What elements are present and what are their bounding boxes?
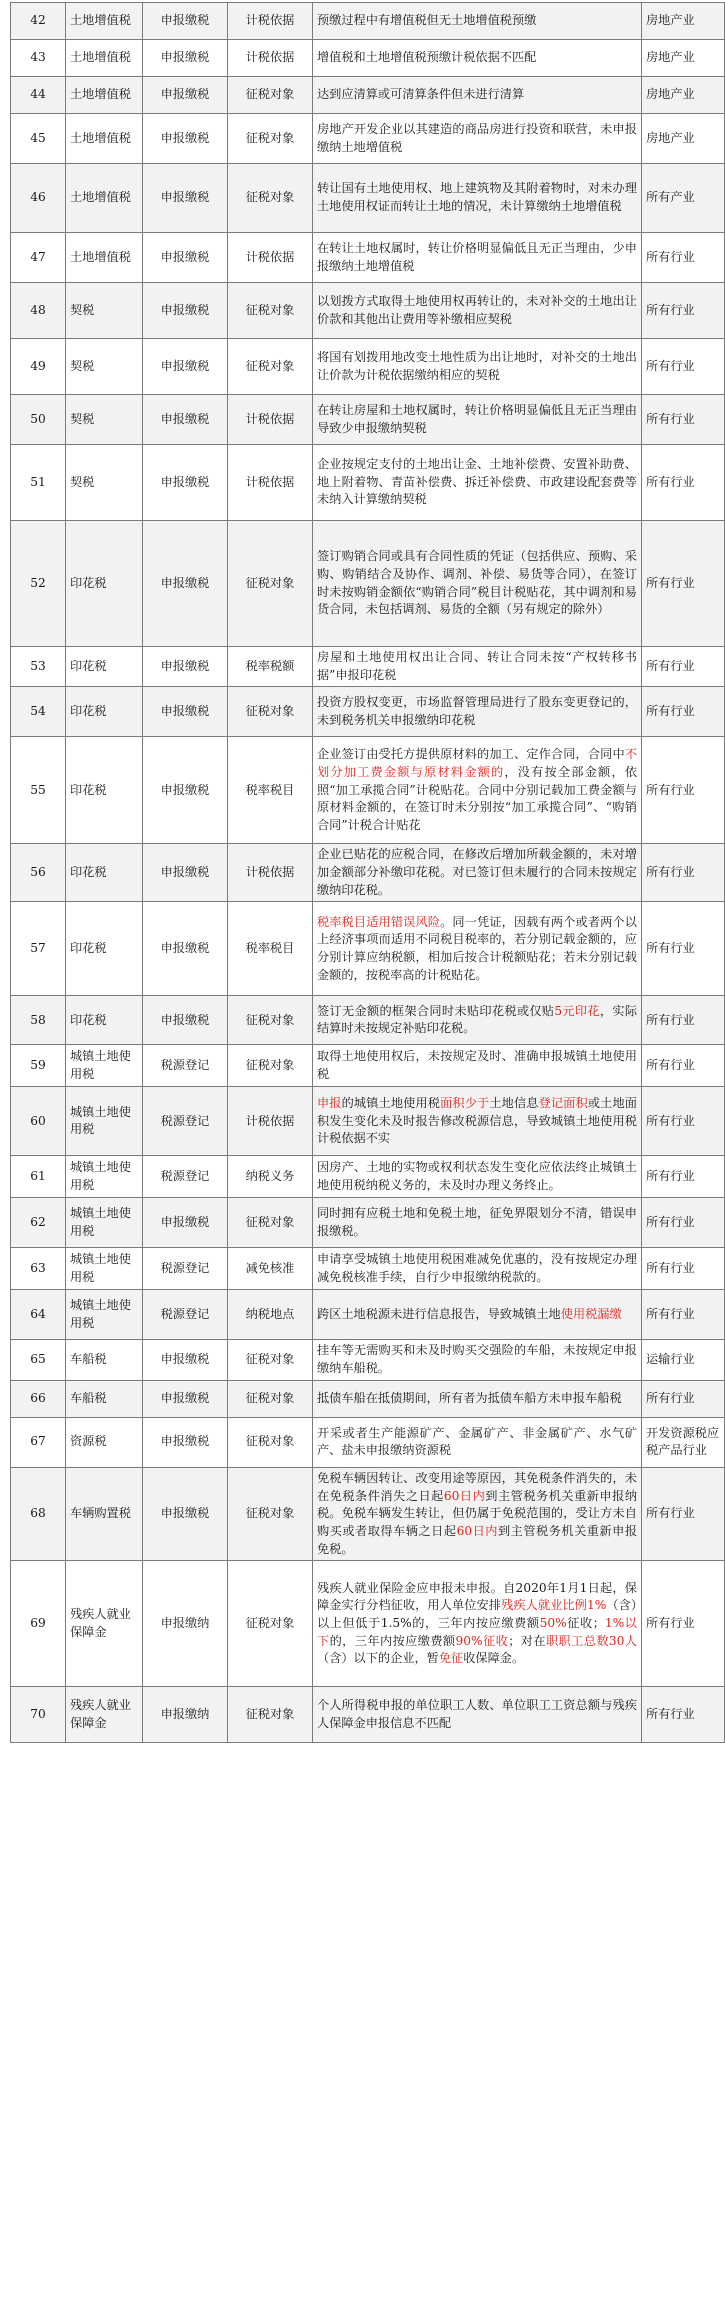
- risk-description-cell: [313, 395, 642, 445]
- highlighted-text: 60日内: [443, 1488, 486, 1503]
- description-text: 增值税和土地增值税预缴计税依据不匹配: [317, 50, 537, 65]
- row-number-cell: 59: [11, 1045, 66, 1087]
- industry-cell: 所有行业: [642, 445, 725, 521]
- stage-cell: 申报缴税: [143, 902, 228, 996]
- row-number-cell: 50: [11, 395, 66, 445]
- risk-description-cell: [313, 1380, 642, 1417]
- industry-cell: 房地产业: [642, 40, 725, 77]
- row-number-cell: 42: [11, 3, 66, 40]
- description-text: 免税车辆因转让、改变用途等原因，其免税条件消失的，未在免税条件消失之日起: [317, 1470, 637, 1503]
- tax-element-cell: 计税依据: [228, 445, 313, 521]
- tax-type-cell: 车船税: [66, 1340, 143, 1380]
- tax-type-cell: 契税: [66, 283, 143, 339]
- industry-cell: 所有行业: [642, 1156, 725, 1198]
- description-text: 在转让房屋和土地权属时，转让价格明显偏低且无正当理由导致少申报缴纳契税: [317, 402, 637, 435]
- tax-element-cell: 征税对象: [228, 996, 313, 1045]
- table-row: [11, 1198, 725, 1248]
- description-text: 个人所得税申报的单位职工人数、单位职工工资总额与残疾人保障金申报信息不匹配: [317, 1698, 637, 1730]
- row-number-cell: 45: [11, 114, 66, 164]
- tax-element-cell: 税率税额: [228, 647, 313, 687]
- highlighted-text: 面积少于: [440, 1095, 490, 1110]
- risk-description-cell: [313, 114, 642, 164]
- description-text: ，实际结算时未按规定补贴印花税。: [317, 1003, 638, 1036]
- highlighted-text: 登记面积: [538, 1095, 588, 1110]
- risk-description-cell: [313, 233, 642, 283]
- industry-cell: 房地产业: [642, 77, 725, 114]
- description-text: 的，三年内按应缴费额: [329, 1633, 456, 1648]
- risk-description-cell: [313, 996, 642, 1045]
- table-row: [11, 844, 725, 902]
- tax-element-cell: 征税对象: [228, 1687, 313, 1743]
- description-text: 抵债车船在抵债期间，所有者为抵债车船方未申报车船税: [317, 1390, 622, 1405]
- table-row: [11, 1290, 725, 1340]
- tax-element-cell: 征税对象: [228, 339, 313, 395]
- description-text: 残疾人就业保险金应申报未申报。自2020年1月1日起，保障金实行分档征收，用人单位安排: [317, 1580, 637, 1613]
- highlighted-text: 使用税漏缴: [560, 1307, 622, 1322]
- industry-cell: 所有行业: [642, 687, 725, 737]
- stage-cell: 申报缴税: [143, 1380, 228, 1417]
- description-text: 收保障金。: [463, 1651, 525, 1666]
- risk-table: [10, 2, 725, 1743]
- industry-cell: 所有行业: [642, 395, 725, 445]
- risk-description-cell: [313, 1340, 642, 1380]
- tax-element-cell: 纳税地点: [228, 1290, 313, 1340]
- highlighted-text: 60日内: [456, 1523, 498, 1538]
- risk-description-cell: [313, 647, 642, 687]
- stage-cell: 申报缴税: [143, 233, 228, 283]
- table-row: [11, 687, 725, 737]
- table-row: [11, 1467, 725, 1560]
- stage-cell: 税源登记: [143, 1156, 228, 1198]
- industry-cell: 所有行业: [642, 844, 725, 902]
- stage-cell: 申报缴税: [143, 77, 228, 114]
- tax-type-cell: 城镇土地使用税: [66, 1045, 143, 1087]
- risk-description-cell: [313, 1290, 642, 1340]
- table-row: [11, 233, 725, 283]
- row-number-cell: 44: [11, 77, 66, 114]
- tax-element-cell: 税率税目: [228, 902, 313, 996]
- description-text: （含）以上但低于1.5%的，三年内按应缴费额: [317, 1598, 638, 1630]
- risk-description-cell: [313, 1561, 642, 1687]
- stage-cell: 申报缴税: [143, 1340, 228, 1380]
- row-number-cell: 55: [11, 737, 66, 844]
- table-row: [11, 283, 725, 339]
- description-text: ；对在: [508, 1633, 546, 1648]
- table-row: [11, 3, 725, 40]
- tax-type-cell: 资源税: [66, 1417, 143, 1467]
- industry-cell: 开发资源税应税产品行业: [642, 1417, 725, 1467]
- table-row: [11, 1687, 725, 1743]
- risk-description-cell: [313, 77, 642, 114]
- industry-cell: 运输行业: [642, 1340, 725, 1380]
- description-text: 企业签订由受托方提供原材料的加工、定作合同，合同中: [317, 747, 625, 762]
- risk-description-cell: [313, 844, 642, 902]
- tax-element-cell: 减免核准: [228, 1248, 313, 1290]
- industry-cell: 所有行业: [642, 1467, 725, 1560]
- risk-description-cell: [313, 164, 642, 233]
- description-text: 同时拥有应税土地和免税土地，征免界限划分不清，错误申报缴税。: [317, 1206, 637, 1238]
- tax-type-cell: 印花税: [66, 996, 143, 1045]
- risk-description-cell: [313, 737, 642, 844]
- tax-element-cell: 计税依据: [228, 844, 313, 902]
- tax-element-cell: 征税对象: [228, 1417, 313, 1467]
- row-number-cell: 57: [11, 902, 66, 996]
- stage-cell: 申报缴税: [143, 283, 228, 339]
- tax-element-cell: 征税对象: [228, 1561, 313, 1687]
- industry-cell: 所有行业: [642, 233, 725, 283]
- industry-cell: 所有行业: [642, 283, 725, 339]
- description-text: 房屋和土地使用权出让合同、转让合同未按“产权转移书据”申报印花税: [317, 650, 637, 682]
- highlighted-text: 1%以下: [317, 1615, 637, 1648]
- industry-cell: 房地产业: [642, 3, 725, 40]
- tax-element-cell: 计税依据: [228, 233, 313, 283]
- description-text: 跨区土地税源未进行信息报告，导致城镇土地: [317, 1307, 561, 1322]
- tax-type-cell: 车辆购置税: [66, 1467, 143, 1560]
- table-row: [11, 1087, 725, 1156]
- stage-cell: 申报缴税: [143, 521, 228, 647]
- industry-cell: 所有行业: [642, 1561, 725, 1687]
- row-number-cell: 54: [11, 687, 66, 737]
- table-row: [11, 40, 725, 77]
- table-row: [11, 1340, 725, 1380]
- risk-description-cell: [313, 40, 642, 77]
- description-text: 到主管税务机关重新申报免税。: [317, 1523, 638, 1556]
- industry-cell: 所有行业: [642, 1198, 725, 1248]
- stage-cell: 申报缴税: [143, 647, 228, 687]
- tax-type-cell: 印花税: [66, 844, 143, 902]
- risk-description-cell: [313, 1687, 642, 1743]
- risk-description-cell: [313, 687, 642, 737]
- table-row: [11, 1417, 725, 1467]
- stage-cell: 税源登记: [143, 1248, 228, 1290]
- risk-description-cell: [313, 339, 642, 395]
- stage-cell: 申报缴税: [143, 687, 228, 737]
- row-number-cell: 62: [11, 1198, 66, 1248]
- tax-element-cell: 计税依据: [228, 3, 313, 40]
- description-text: 预缴过程中有增值税但无土地增值税预缴: [317, 13, 537, 28]
- highlighted-text: 免征: [438, 1651, 464, 1666]
- highlighted-text: 5元印花: [554, 1003, 600, 1018]
- stage-cell: 申报缴税: [143, 1198, 228, 1248]
- tax-element-cell: 征税对象: [228, 1380, 313, 1417]
- stage-cell: 税源登记: [143, 1290, 228, 1340]
- description-text: ，没有按全部金额，依照“加工承揽合同”计税贴花。合同中分别记载加工费金额与原材料金额的，在签订时未分别按“加工承揽合同”、“购销合同”计税合计贴花: [317, 764, 638, 832]
- description-text: 企业按规定支付的土地出让金、土地补偿费、安置补助费、地上附着物、青苗补偿费、拆迁补偿费、市政建设配套费等未纳入计算缴纳契税: [317, 456, 637, 507]
- table-row: [11, 1248, 725, 1290]
- description-text: 开采或者生产能源矿产、金属矿产、非金属矿产、水气矿产、盐未申报缴纳资源税: [317, 1425, 637, 1458]
- industry-cell: 所有行业: [642, 1248, 725, 1290]
- description-text: 征收；: [566, 1615, 605, 1630]
- highlighted-text: 90%征收: [455, 1633, 509, 1648]
- industry-cell: 所有行业: [642, 1290, 725, 1340]
- stage-cell: 申报缴纳: [143, 1561, 228, 1687]
- risk-description-cell: [313, 1198, 642, 1248]
- stage-cell: 税源登记: [143, 1045, 228, 1087]
- highlighted-text: 50%: [539, 1615, 567, 1630]
- description-text: 企业已贴花的应税合同，在修改后增加所载金额的，未对增加金额部分补缴印花税。对已签订但未履行的合同未按规定缴纳印花税。: [317, 847, 637, 897]
- tax-type-cell: 土地增值税: [66, 3, 143, 40]
- tax-element-cell: 计税依据: [228, 395, 313, 445]
- tax-element-cell: 征税对象: [228, 1467, 313, 1560]
- description-text: 的城镇土地使用税: [341, 1095, 441, 1110]
- tax-type-cell: 契税: [66, 445, 143, 521]
- row-number-cell: 53: [11, 647, 66, 687]
- table-row: [11, 1045, 725, 1087]
- tax-type-cell: 土地增值税: [66, 114, 143, 164]
- tax-element-cell: 征税对象: [228, 164, 313, 233]
- table-row: [11, 647, 725, 687]
- row-number-cell: 52: [11, 521, 66, 647]
- tax-type-cell: 车船税: [66, 1380, 143, 1417]
- industry-cell: 所有行业: [642, 1087, 725, 1156]
- tax-element-cell: 征税对象: [228, 687, 313, 737]
- risk-description-cell: [313, 1467, 642, 1560]
- stage-cell: 申报缴纳: [143, 1687, 228, 1743]
- row-number-cell: 68: [11, 1467, 66, 1560]
- table-row: [11, 521, 725, 647]
- risk-table-body: [11, 3, 725, 1743]
- tax-type-cell: 印花税: [66, 521, 143, 647]
- description-text: 签订无金额的框架合同时未贴印花税或仅贴: [317, 1003, 555, 1018]
- stage-cell: 申报缴税: [143, 1467, 228, 1560]
- description-text: 达到应清算或可清算条件但未进行清算: [317, 87, 525, 102]
- description-text: 在转让土地权属时，转让价格明显偏低且无正当理由，少申报缴纳土地增值税: [317, 240, 637, 273]
- row-number-cell: 58: [11, 996, 66, 1045]
- table-row: [11, 996, 725, 1045]
- tax-element-cell: 纳税义务: [228, 1156, 313, 1198]
- tax-element-cell: 征税对象: [228, 114, 313, 164]
- description-text: 挂车等无需购买和未及时购买交强险的车船，未按规定申报缴纳车船税。: [317, 1343, 637, 1376]
- row-number-cell: 47: [11, 233, 66, 283]
- tax-element-cell: 计税依据: [228, 40, 313, 77]
- risk-description-cell: [313, 1417, 642, 1467]
- description-text: 转让国有土地使用权、地上建筑物及其附着物时，对未办理土地使用权证而转让土地的情况，未计算缴纳土地增值税: [317, 181, 637, 213]
- industry-cell: 所有产业: [642, 164, 725, 233]
- risk-description-cell: [313, 3, 642, 40]
- tax-type-cell: 土地增值税: [66, 77, 143, 114]
- tax-element-cell: 征税对象: [228, 521, 313, 647]
- tax-type-cell: 土地增值税: [66, 233, 143, 283]
- row-number-cell: 69: [11, 1561, 66, 1687]
- description-text: 以划拨方式取得土地使用权再转让的，未对补交的土地出让价款和其他出让费用等补缴相应契税: [317, 293, 637, 326]
- row-number-cell: 65: [11, 1340, 66, 1380]
- row-number-cell: 64: [11, 1290, 66, 1340]
- row-number-cell: 46: [11, 164, 66, 233]
- tax-type-cell: 残疾人就业保障金: [66, 1687, 143, 1743]
- table-row: [11, 1561, 725, 1687]
- tax-type-cell: 土地增值税: [66, 40, 143, 77]
- highlighted-text: 残疾人就业比例1%: [501, 1598, 607, 1613]
- industry-cell: 所有行业: [642, 1687, 725, 1743]
- row-number-cell: 63: [11, 1248, 66, 1290]
- description-text: 申请享受城镇土地使用税困难减免优惠的，没有按规定办理减免税核准手续，自行少申报缴纳税款的。: [317, 1252, 637, 1284]
- row-number-cell: 48: [11, 283, 66, 339]
- table-row: [11, 339, 725, 395]
- row-number-cell: 61: [11, 1156, 66, 1198]
- tax-element-cell: 征税对象: [228, 1045, 313, 1087]
- stage-cell: 申报缴税: [143, 1417, 228, 1467]
- stage-cell: 申报缴税: [143, 445, 228, 521]
- description-text: 或土地面积发生变化未及时报告修改税源信息，导致城镇土地使用税计税依据不实: [317, 1095, 637, 1146]
- stage-cell: 申报缴税: [143, 339, 228, 395]
- tax-element-cell: 征税对象: [228, 1340, 313, 1380]
- tax-type-cell: 城镇土地使用税: [66, 1087, 143, 1156]
- risk-description-cell: [313, 521, 642, 647]
- risk-description-cell: [313, 283, 642, 339]
- stage-cell: 申报缴税: [143, 844, 228, 902]
- table-row: [11, 395, 725, 445]
- risk-description-cell: [313, 1045, 642, 1087]
- industry-cell: 所有行业: [642, 996, 725, 1045]
- tax-type-cell: 残疾人就业保障金: [66, 1561, 143, 1687]
- table-row: [11, 1380, 725, 1417]
- highlighted-text: 申报: [317, 1095, 342, 1110]
- description-text: 到主管税务机关重新申报纳税。免税车辆发生转让，但仍属于免税范围的，受让方未自购买或者取得车辆之日起: [317, 1488, 638, 1538]
- tax-type-cell: 城镇土地使用税: [66, 1198, 143, 1248]
- risk-description-cell: [313, 1087, 642, 1156]
- stage-cell: 申报缴税: [143, 395, 228, 445]
- description-text: 。同一凭证，因载有两个或者两个以上经济事项而适用不同税目税率的，若分别记载金额的，应分别计算应纳税额，相加后按合计税额贴花；若未分别记载金额的，按税率高的计税贴花。: [317, 914, 637, 982]
- risk-description-cell: [313, 1248, 642, 1290]
- row-number-cell: 43: [11, 40, 66, 77]
- stage-cell: 申报缴税: [143, 737, 228, 844]
- table-row: [11, 1156, 725, 1198]
- row-number-cell: 70: [11, 1687, 66, 1743]
- table-row: [11, 77, 725, 114]
- stage-cell: 税源登记: [143, 1087, 228, 1156]
- description-text: 土地信息: [489, 1095, 539, 1110]
- tax-element-cell: 计税依据: [228, 1087, 313, 1156]
- row-number-cell: 49: [11, 339, 66, 395]
- industry-cell: 所有行业: [642, 1380, 725, 1417]
- risk-description-cell: [313, 902, 642, 996]
- tax-type-cell: 城镇土地使用税: [66, 1290, 143, 1340]
- highlighted-text: 职职工总数30人: [545, 1633, 638, 1648]
- tax-type-cell: 印花税: [66, 902, 143, 996]
- tax-element-cell: 征税对象: [228, 1198, 313, 1248]
- tax-element-cell: 征税对象: [228, 77, 313, 114]
- stage-cell: 申报缴税: [143, 40, 228, 77]
- tax-type-cell: 印花税: [66, 687, 143, 737]
- industry-cell: 所有行业: [642, 737, 725, 844]
- description-text: 将国有划拨用地改变土地性质为出让地时，对补交的土地出让价款为计税依据缴纳相应的契税: [317, 349, 637, 382]
- row-number-cell: 66: [11, 1380, 66, 1417]
- row-number-cell: 51: [11, 445, 66, 521]
- stage-cell: 申报缴税: [143, 996, 228, 1045]
- tax-type-cell: 土地增值税: [66, 164, 143, 233]
- row-number-cell: 56: [11, 844, 66, 902]
- tax-type-cell: 印花税: [66, 647, 143, 687]
- description-text: （含）以下的企业，暂: [317, 1651, 439, 1666]
- table-row: [11, 902, 725, 996]
- industry-cell: 所有行业: [642, 902, 725, 996]
- description-text: 投资方股权变更，市场监督管理局进行了股东变更登记的，未到税务机关申报缴纳印花税: [317, 695, 637, 727]
- industry-cell: 所有行业: [642, 521, 725, 647]
- risk-description-cell: [313, 1156, 642, 1198]
- highlighted-text: 不划分加工费金额与原材料金额的: [317, 747, 637, 779]
- tax-type-cell: 城镇土地使用税: [66, 1156, 143, 1198]
- row-number-cell: 67: [11, 1417, 66, 1467]
- description-text: 签订购销合同或具有合同性质的凭证（包括供应、预购、采购、购销结合及协作、调剂、补偿、易货等合同），在签订时未按购销金额依“购销合同”税目计税贴花，其中调剂和易货合同，未包括调剂、易货的全额（另有规定的除外）: [317, 549, 637, 617]
- industry-cell: 所有行业: [642, 647, 725, 687]
- tax-element-cell: 征税对象: [228, 283, 313, 339]
- description-text: 取得土地使用权后，未按规定及时、准确申报城镇土地使用税: [317, 1049, 637, 1081]
- tax-type-cell: 印花税: [66, 737, 143, 844]
- stage-cell: 申报缴税: [143, 114, 228, 164]
- stage-cell: 申报缴税: [143, 3, 228, 40]
- tax-type-cell: 契税: [66, 339, 143, 395]
- risk-description-cell: [313, 445, 642, 521]
- tax-type-cell: 契税: [66, 395, 143, 445]
- tax-element-cell: 税率税目: [228, 737, 313, 844]
- stage-cell: 申报缴税: [143, 164, 228, 233]
- row-number-cell: 60: [11, 1087, 66, 1156]
- industry-cell: 所有行业: [642, 1045, 725, 1087]
- table-row: [11, 164, 725, 233]
- table-row: [11, 737, 725, 844]
- industry-cell: 房地产业: [642, 114, 725, 164]
- table-row: [11, 114, 725, 164]
- industry-cell: 所有行业: [642, 339, 725, 395]
- description-text: 因房产、土地的实物或权利状态发生变化应依法终止城镇土地使用税纳税义务的，未及时办理义务终止。: [317, 1160, 637, 1192]
- table-row: [11, 445, 725, 521]
- highlighted-text: 税率税目适用错误风险: [317, 914, 441, 929]
- description-text: 房地产开发企业以其建造的商品房进行投资和联营，未申报缴纳土地增值税: [317, 121, 637, 154]
- tax-type-cell: 城镇土地使用税: [66, 1248, 143, 1290]
